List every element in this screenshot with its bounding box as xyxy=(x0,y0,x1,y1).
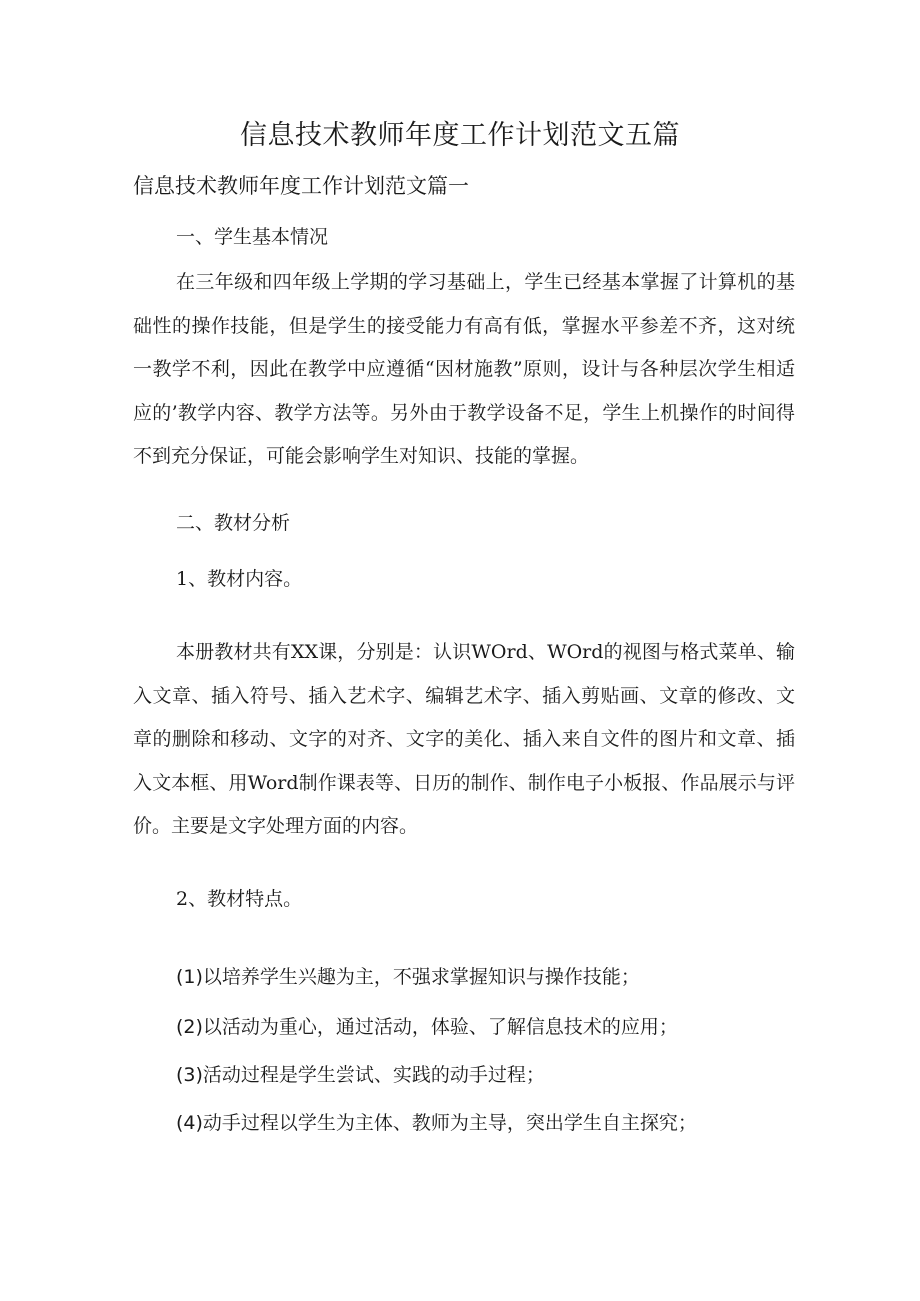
heading-textbook-analysis: 二、教材分析 xyxy=(176,512,291,534)
document-title: 信息技术教师年度工作计划范文五篇 xyxy=(240,120,680,151)
paragraph-textbook-content: 本册教材共有XX课，分别是：认识WOrd、WOrd的视图与格式菜单、输入文章、插入符号、插入艺术字、编辑艺术字、插入剪贴画、文章的修改、文章的删除和移动、文字的对齐、文字的美化、插入来自文件的图片和文章、插入文本框、用Word制作课表等、日历的制作、制作电子小板报、作品展示与评价。主要是文字处理方面的内容。 xyxy=(133,641,795,837)
feature-item-text: 以活动为重心，通过活动，体验、了解信息技术的应用； xyxy=(202,1016,678,1038)
section-title: 信息技术教师年度工作计划范文篇一 xyxy=(133,174,469,198)
feature-item-number: (2) xyxy=(176,1016,203,1038)
feature-item xyxy=(176,1060,545,1090)
heading-student-situation: 一、学生基本情况 xyxy=(176,226,329,248)
feature-item xyxy=(176,962,640,992)
feature-item xyxy=(176,1012,678,1042)
feature-item-number: (4) xyxy=(176,1112,203,1134)
subheading-textbook-content: 1、教材内容。 xyxy=(176,568,303,590)
subheading-textbook-features: 2、教材特点。 xyxy=(176,888,303,910)
feature-item xyxy=(176,1108,697,1138)
feature-item-text: 动手过程以学生为主体、教师为主导，突出学生自主探究； xyxy=(202,1112,697,1134)
paragraph-student-situation: 在三年级和四年级上学期的学习基础上，学生已经基本掌握了计算机的基础性的操作技能，但是学生的接受能力有高有低，掌握水平参差不齐，这对统一教学不利，因此在教学中应遵循“因材施教”原则，设计与各种层次学生相适应的’教学内容、教学方法等。另外由于教学设备不足，学生上机操作的时间得不到充分保证，可能会影响学生对知识、技能的掌握。 xyxy=(133,271,795,467)
feature-item-text: 活动过程是学生尝试、实践的动手过程； xyxy=(202,1064,545,1086)
feature-item-text: 以培养学生兴趣为主，不强求掌握知识与操作技能； xyxy=(202,966,640,988)
feature-item-number: (1) xyxy=(176,966,203,988)
feature-item-number: (3) xyxy=(176,1064,203,1086)
